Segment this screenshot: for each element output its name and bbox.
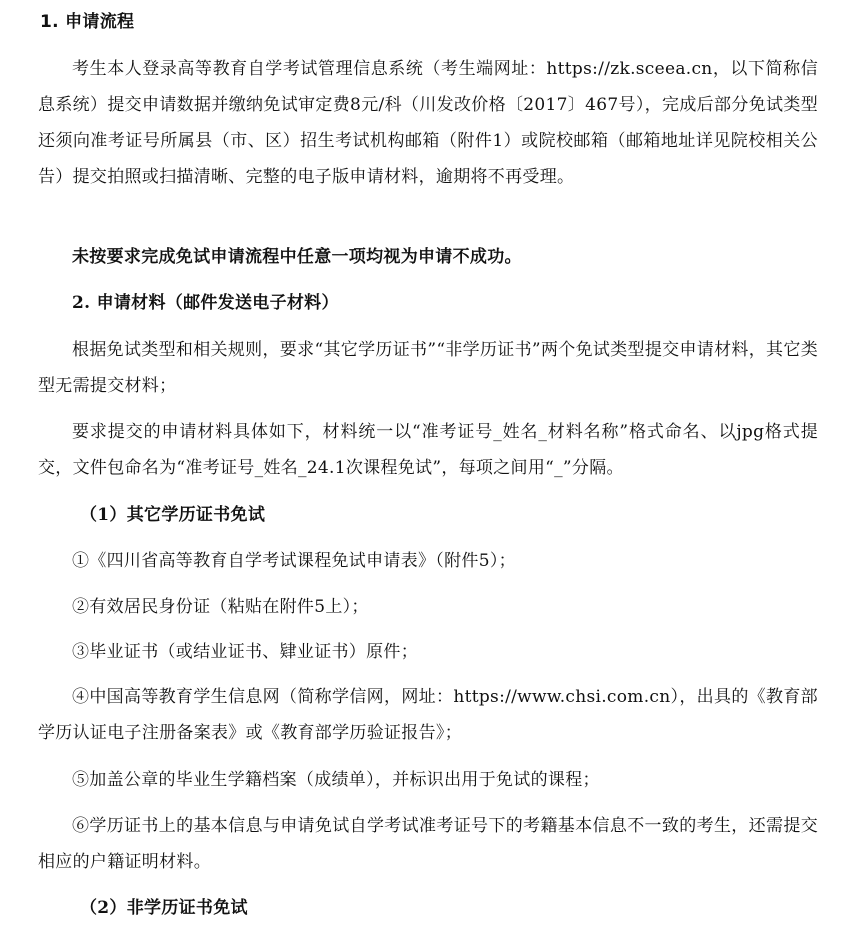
process-heading: 1. 申请流程 [40, 12, 135, 32]
process-warning: 未按要求完成免试申请流程中任意一项均视为申请不成功。 [72, 247, 522, 267]
list-item: ③毕业证书（或结业证书、肄业证书）原件； [72, 642, 418, 662]
subsection-heading-2: （2）非学历证书免试 [80, 898, 248, 918]
list-item: ②有效居民身份证（粘贴在附件5上）； [72, 597, 369, 617]
list-item: ⑤加盖公章的毕业生学籍档案（成绩单），并标识出用于免试的课程； [72, 770, 600, 790]
list-item: ①《四川省高等教育自学考试课程免试申请表》（附件5）； [72, 551, 516, 571]
list-item: ⑥学历证书上的基本信息与申请免试自学考试准考证号下的考籍基本信息不一致的考生，还需提交相应的户籍证明材料。 [38, 816, 818, 872]
process-paragraph: 考生本人登录高等教育自学考试管理信息系统（考生端网址：https://zk.sceea.cn，以下简称信息系统）提交申请数据并缴纳免试审定费8元/科（川发改价格〔2017〕467号），完成后部分免试类型还须向准考证号所属县（市、区）招生考试机构邮箱（附件1）或院校邮箱（邮箱地址详见院校相关公告）提交拍照或扫描清晰、完整的电子版申请材料，逾期将不再受理。 [38, 59, 818, 187]
subsection-heading-1: （1）其它学历证书免试 [80, 505, 266, 525]
list-item: ④中国高等教育学生信息网（简称学信网，网址：https://www.chsi.com.cn），出具的《教育部学历认证电子注册备案表》或《教育部学历验证报告》； [38, 687, 818, 743]
materials-paragraph-2: 要求提交的申请材料具体如下，材料统一以“准考证号_姓名_材料名称”格式命名、以jpg格式提交，文件包命名为“准考证号_姓名_24.1次课程免试”，每项之间用“_”分隔。 [38, 422, 818, 478]
materials-heading: 2. 申请材料（邮件发送电子材料） [72, 293, 339, 313]
materials-paragraph-1: 根据免试类型和相关规则，要求“其它学历证书”“非学历证书”两个免试类型提交申请材料，其它类型无需提交材料； [38, 340, 818, 396]
